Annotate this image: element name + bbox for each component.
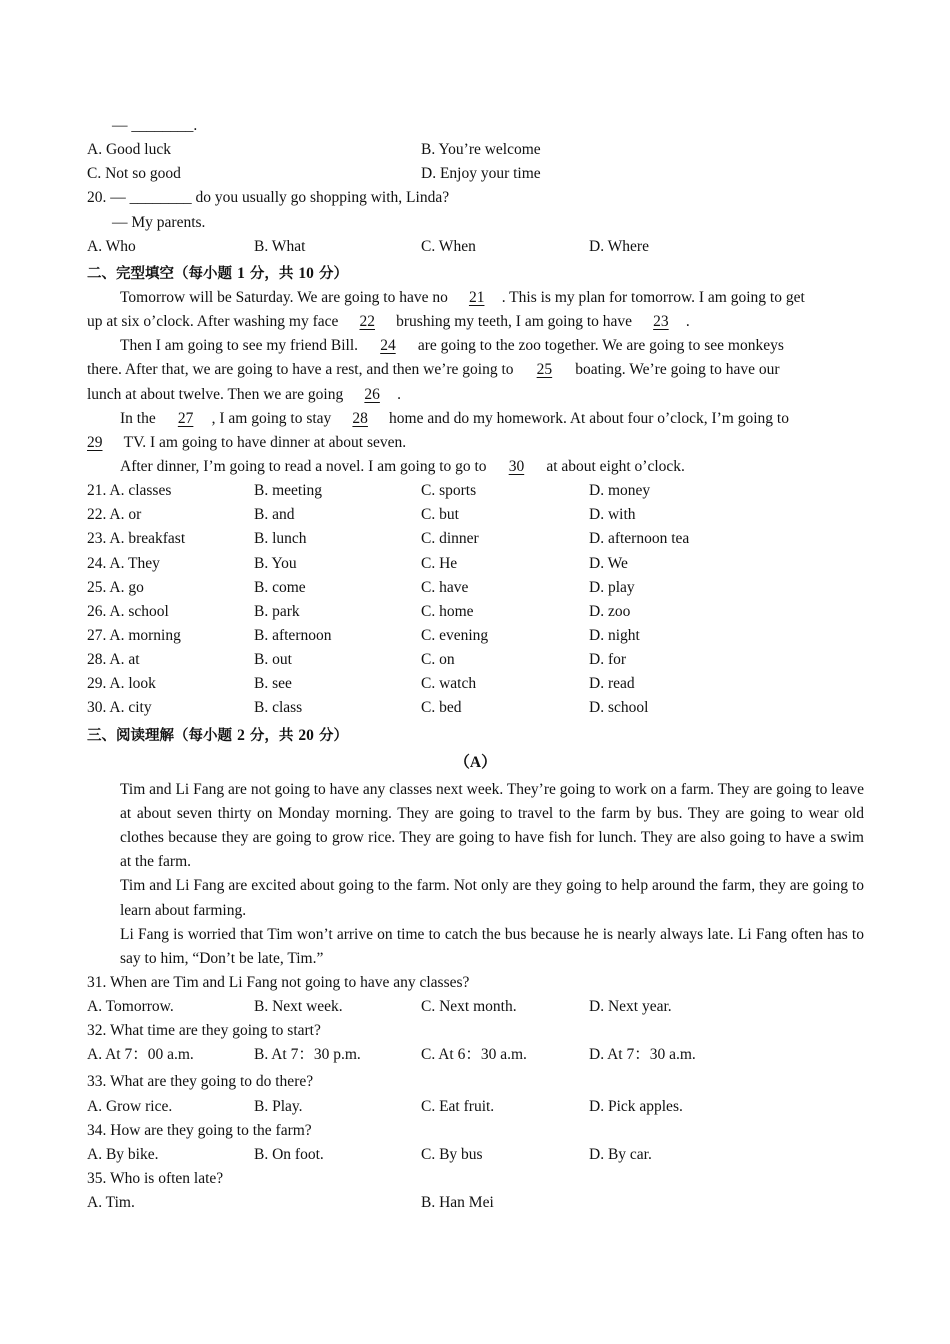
cloze-option-row xyxy=(87,552,864,576)
option-c: C. watch xyxy=(421,675,477,693)
section3-heading-part: 分，共 xyxy=(244,727,299,744)
cloze-text: brushing my teeth, I am going to have xyxy=(392,313,636,331)
blank-29: 29 xyxy=(87,433,103,451)
section2-heading-part: 分，共 xyxy=(244,265,299,282)
section2-heading-part: 二、完型填空（每小题 xyxy=(87,265,238,282)
question-stem: 31. When are Tim and Li Fang not going to have any classes? xyxy=(87,974,470,992)
blank-30: 30 xyxy=(508,457,525,475)
option-a: 22. A. or xyxy=(87,506,142,524)
cloze-option-row xyxy=(87,672,864,696)
cloze-text: home and do my homework. At about four o’clock, I’m going to xyxy=(385,409,789,427)
q35-option-a: A. Tim. xyxy=(87,1194,135,1212)
option-d: D. school xyxy=(589,699,649,717)
cloze-p1-line2 xyxy=(87,310,864,334)
option-b: B. and xyxy=(254,506,295,524)
option-a: A. By bike. xyxy=(87,1145,159,1163)
cloze-option-row xyxy=(87,696,864,720)
section2-heading-part: 分） xyxy=(313,265,348,282)
section3-heading xyxy=(87,724,864,748)
question-options xyxy=(87,995,864,1019)
option-d: D. Next year. xyxy=(589,998,672,1016)
section2-heading-total: 10 xyxy=(298,264,314,282)
q35-stem: 35. Who is often late? xyxy=(87,1170,224,1188)
section2-heading xyxy=(87,262,864,286)
q20-reply: — My parents. xyxy=(112,213,206,231)
cloze-text: After dinner, I’m going to read a novel. I am going to go to xyxy=(120,457,491,475)
option-a: 29. A. look xyxy=(87,675,156,693)
cloze-p1-line1 xyxy=(87,286,864,310)
blank-26: 26 xyxy=(364,385,380,403)
option-c: C. on xyxy=(421,651,455,669)
cloze-text: . xyxy=(685,313,690,331)
cloze-text: , I am going to stay xyxy=(211,409,336,427)
option-a: 25. A. go xyxy=(87,578,144,596)
option-c: C. sports xyxy=(421,482,477,500)
cloze-p4-line1 xyxy=(87,455,864,479)
exam-page xyxy=(87,114,864,1215)
cloze-p3-line1 xyxy=(87,407,864,431)
cloze-text: lunch at about twelve. Then we are going xyxy=(87,385,348,403)
q20-option-d: D. Where xyxy=(589,237,649,255)
option-b: B. Next week. xyxy=(254,998,343,1016)
q20-option-a: A. Who xyxy=(87,237,136,255)
blank-21: 21 xyxy=(468,288,485,306)
q20-option-b: B. What xyxy=(254,237,306,255)
option-d: D. By car. xyxy=(589,1145,652,1163)
cloze-option-row xyxy=(87,576,864,600)
cloze-text: boating. We’re going to have our xyxy=(571,361,780,379)
question-options xyxy=(87,1043,864,1070)
option-d: D. with xyxy=(589,506,636,524)
question-stem: 32. What time are they going to start? xyxy=(87,1022,321,1040)
cloze-option-row xyxy=(87,648,864,672)
q19-options-row2 xyxy=(87,162,864,186)
q20-stem: 20. — ________ do you usually go shopping with, Linda? xyxy=(87,189,450,207)
cloze-text: Tomorrow will be Saturday. We are going to have no xyxy=(120,288,452,306)
cloze-option-row xyxy=(87,600,864,624)
cloze-p3-line2 xyxy=(87,431,864,455)
option-c: C. He xyxy=(421,554,458,572)
option-c: C. Next month. xyxy=(421,998,517,1016)
option-b: B. afternoon xyxy=(254,626,332,644)
blank-23: 23 xyxy=(653,313,669,331)
option-d: D. night xyxy=(589,626,640,644)
q19-option-b: B. You’re welcome xyxy=(421,141,541,159)
q20-options xyxy=(87,235,864,259)
option-c: C. have xyxy=(421,578,469,596)
cloze-p2-line3 xyxy=(87,383,864,407)
q19-option-c: C. Not so good xyxy=(87,165,181,183)
option-b: B. come xyxy=(254,578,306,596)
option-d: D. At 7：30 a.m. xyxy=(589,1046,696,1064)
question-stem: 33. What are they going to do there? xyxy=(87,1073,314,1091)
q19-option-a: A. Good luck xyxy=(87,141,171,159)
cloze-text: there. After that, we are going to have a rest, and then we’re going to xyxy=(87,361,518,379)
option-b: B. lunch xyxy=(254,530,307,548)
option-b: B. Play. xyxy=(254,1097,303,1115)
option-c: C. evening xyxy=(421,626,489,644)
option-d: D. for xyxy=(589,651,627,669)
q19-reply: — ________. xyxy=(112,117,198,134)
option-b: B. You xyxy=(254,554,297,572)
cloze-text: . xyxy=(397,385,401,403)
option-a: A. Tomorrow. xyxy=(87,998,174,1016)
option-c: C. At 6：30 a.m. xyxy=(421,1046,527,1064)
q19-option-d: D. Enjoy your time xyxy=(421,165,541,183)
option-b: B. meeting xyxy=(254,482,323,500)
cloze-text: In the xyxy=(120,409,160,427)
passage-a-label: （A） xyxy=(454,753,497,771)
option-b: B. park xyxy=(254,602,300,620)
question-options xyxy=(87,1095,864,1119)
cloze-text: at about eight o’clock. xyxy=(542,457,685,475)
option-a: 21. A. classes xyxy=(87,482,172,500)
option-a: A. At 7：00 a.m. xyxy=(87,1046,194,1064)
option-a: A. Grow rice. xyxy=(87,1097,173,1115)
blank-22: 22 xyxy=(359,313,375,331)
blank-27: 27 xyxy=(177,409,194,427)
section3-heading-part: 分） xyxy=(313,727,348,744)
blank-25: 25 xyxy=(536,361,553,379)
option-b: B. see xyxy=(254,675,292,693)
cloze-p2-line2 xyxy=(87,358,864,382)
reading-p2: Tim and Li Fang are excited about going to the farm. Not only are they going to help around the farm, they are going to learn about farming. xyxy=(120,877,864,919)
option-c: C. Eat fruit. xyxy=(421,1097,495,1115)
section2-heading-points: 1 xyxy=(237,264,245,282)
reading-p1: Tim and Li Fang are not going to have any classes next week. They’re going to work on a farm. They are going to leave at about seven thirty on Monday morning. They are going to travel to the farm by bus. They are going to wear old clothes because they are going to grow rice. They are going to have fish for lunch. They are also going to have a swim at the farm. xyxy=(120,780,864,871)
cloze-text: Then I am going to see my friend Bill. xyxy=(120,337,362,355)
reading-p3: Li Fang is worried that Tim won’t arrive on time to catch the bus because he is nearly always late. Li Fang often has to say to him, “Don’t be late, Tim.” xyxy=(120,925,864,967)
option-b: B. At 7：30 p.m. xyxy=(254,1046,361,1064)
option-b: B. out xyxy=(254,651,292,669)
option-a: 24. A. They xyxy=(87,554,160,572)
q35-option-b: B. Han Mei xyxy=(421,1194,494,1212)
option-a: 27. A. morning xyxy=(87,626,181,644)
option-c: C. home xyxy=(421,602,474,620)
option-a: 26. A. school xyxy=(87,602,169,620)
cloze-option-row xyxy=(87,527,864,551)
cloze-text: are going to the zoo together. We are going to see monkeys xyxy=(413,337,784,355)
option-b: B. class xyxy=(254,699,303,717)
cloze-option-row xyxy=(87,624,864,648)
option-c: C. bed xyxy=(421,699,462,717)
section3-heading-points: 2 xyxy=(237,726,245,744)
option-c: C. but xyxy=(421,506,459,524)
cloze-text: . This is my plan for tomorrow. I am going to get xyxy=(501,288,805,306)
q19-options-row1 xyxy=(87,138,864,162)
option-d: D. We xyxy=(589,554,628,572)
section3-heading-total: 20 xyxy=(298,726,314,744)
question-options xyxy=(87,1143,864,1167)
option-c: C. dinner xyxy=(421,530,479,548)
blank-28: 28 xyxy=(352,409,368,427)
option-d: D. Pick apples. xyxy=(589,1097,683,1115)
option-d: D. read xyxy=(589,675,635,693)
option-a: 23. A. breakfast xyxy=(87,530,186,548)
section3-heading-part: 三、阅读理解（每小题 xyxy=(87,727,238,744)
option-d: D. money xyxy=(589,482,651,500)
cloze-option-row xyxy=(87,503,864,527)
q20-option-c: C. When xyxy=(421,237,476,255)
option-a: 30. A. city xyxy=(87,699,152,717)
option-c: C. By bus xyxy=(421,1145,483,1163)
cloze-option-row xyxy=(87,479,864,503)
cloze-p2-line1 xyxy=(87,334,864,358)
question-stem: 34. How are they going to the farm? xyxy=(87,1121,312,1139)
option-d: D. zoo xyxy=(589,602,631,620)
option-d: D. afternoon tea xyxy=(589,530,690,548)
cloze-text: TV. I am going to have dinner at about seven. xyxy=(120,433,407,451)
cloze-options-table xyxy=(87,479,864,720)
q35-options xyxy=(87,1191,864,1215)
option-b: B. On foot. xyxy=(254,1145,324,1163)
cloze-text: up at six o’clock. After washing my face xyxy=(87,313,343,331)
option-d: D. play xyxy=(589,578,635,596)
reading-questions xyxy=(87,971,864,1167)
blank-24: 24 xyxy=(380,337,396,355)
option-a: 28. A. at xyxy=(87,651,140,669)
